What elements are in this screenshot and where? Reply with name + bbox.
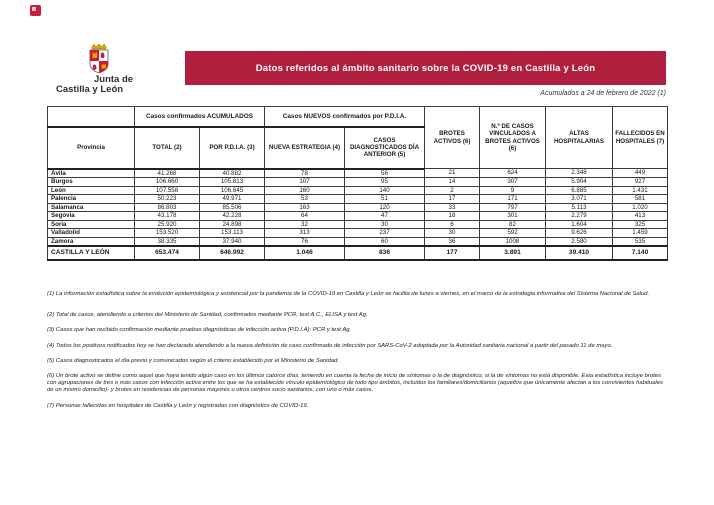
value-cell: 1.604	[546, 220, 613, 229]
value-cell: 64	[265, 212, 345, 221]
value-cell: 237	[345, 229, 425, 238]
totals-row	[48, 246, 668, 260]
table-row	[48, 169, 668, 178]
value-cell: 25.920	[135, 220, 200, 229]
value-cell: 33	[425, 203, 480, 212]
value-cell: 18	[425, 212, 480, 221]
value-cell: 836	[345, 246, 425, 260]
table-row	[48, 229, 668, 238]
value-cell: 7.140	[613, 246, 668, 260]
header-banner	[185, 51, 666, 85]
value-cell: 41.268	[135, 169, 200, 178]
value-cell: 82	[480, 220, 546, 229]
value-cell: 927	[613, 178, 668, 187]
value-cell: 163	[265, 203, 345, 212]
col-header-por-pdia: POR P.D.I.A. (3)	[200, 127, 265, 169]
value-cell: 39.410	[546, 246, 613, 260]
value-cell: 413	[613, 212, 668, 221]
footnote-1: (1) La información estadística sobre la evolución epidemiológica y asistencial por la pandemia de la COVID-19 en Castilla y León se facilita de lunes a viernes, en el marco de la estrategia informativa del Sistema Nacional de Salud.	[47, 291, 650, 297]
value-cell: 50.223	[135, 195, 200, 204]
value-cell: 107	[265, 178, 345, 187]
value-cell: 21	[425, 169, 480, 178]
footnote-5: (5) Casos diagnosticados el día previo y comunicados según el criterio establecido por el Ministerio de Sanidad.	[47, 357, 340, 364]
value-cell: 1008	[480, 237, 546, 246]
col-header-casos-vinculados: N.º DE CASOS VINCULADOS A BROTES ACTIVOS (6)	[480, 107, 546, 169]
logo-text-line2: Castilla y León	[56, 84, 124, 95]
value-cell: 153.113	[200, 229, 265, 238]
province-cell: Ávila	[48, 169, 135, 178]
value-cell: 53	[265, 195, 345, 204]
table-row	[48, 237, 668, 246]
value-cell: 9.626	[546, 229, 613, 238]
value-cell: 107.558	[135, 186, 200, 195]
province-cell: Burgos	[48, 178, 135, 187]
value-cell: 325	[613, 220, 668, 229]
value-cell: 5.113	[546, 203, 613, 212]
province-cell: Zamora	[48, 237, 135, 246]
value-cell: 2.279	[546, 212, 613, 221]
footnote-2: (2) Total de casos, atendiendo a criterios del Ministerio de Sanidad, confirmados mediante PCR, test A.C., ELISA y test Ag.	[47, 312, 368, 319]
group-header-acumulados: Casos confirmados ACUMULADOS	[135, 107, 265, 127]
value-cell: 301	[480, 212, 546, 221]
junta-castilla-leon-logo	[52, 42, 172, 95]
value-cell: 171	[480, 195, 546, 204]
coat-of-arms-icon	[84, 42, 114, 74]
value-cell: 86.803	[135, 203, 200, 212]
footnote-7: (7) Personas fallecidas en hospitales de Castilla y León y registradas con diagnóstico de COVID-19.	[47, 402, 309, 409]
province-cell: Salamanca	[48, 203, 135, 212]
value-cell: 140	[345, 186, 425, 195]
value-cell: 120	[345, 203, 425, 212]
totals-label-cell: CASTILLA Y LEÓN	[48, 246, 135, 260]
value-cell: 3.891	[480, 246, 546, 260]
value-cell: 2.580	[546, 237, 613, 246]
value-cell: 624	[480, 169, 546, 178]
province-cell: Valladolid	[48, 229, 135, 238]
value-cell: 535	[613, 237, 668, 246]
value-cell: 32	[265, 220, 345, 229]
footnote-4: (4) Todos los positivos notificados hoy se han declarado atendiendo a la nueva definición de caso confirmado de infección por SARS-CoV-2 adoptada por la Autoridad sanitaria nacional a partir del pasado 11 de mayo.	[47, 342, 613, 349]
value-cell: 9	[480, 186, 546, 195]
value-cell: 38.335	[135, 237, 200, 246]
value-cell: 313	[265, 229, 345, 238]
value-cell: 47	[345, 212, 425, 221]
value-cell: 177	[425, 246, 480, 260]
col-header-casos-diagnosticados: CASOS DIAGNOSTICADOS DÍA ANTERIOR (5)	[345, 127, 425, 169]
value-cell: 30	[345, 220, 425, 229]
value-cell: 449	[613, 169, 668, 178]
value-cell: 85.506	[200, 203, 265, 212]
value-cell: 36	[425, 237, 480, 246]
value-cell: 106.645	[200, 186, 265, 195]
footnotes-section	[47, 291, 667, 418]
logo-text-line1: Junta de	[94, 74, 134, 85]
table-row	[48, 212, 668, 221]
value-cell: 2.348	[546, 169, 613, 178]
footnote-6: (6) Un brote activo se define como aquel que haya tenido algún caso en los últimos catorce días, teniendo en cuenta la fecha de inicio de síntomas o la de diagnóstico, si la de síntomas no está disponible. Esta estadística incluye brotes con agrupaciones de tres o más casos con infección activa entre los que se ha establecido vínculo epidemiológico de todo tipo ámbitos, incluidos los familiares/domiciliarios (aquellos que únicamente afectan a los convivientes habituales de un mismo domicilio)- y brotes en residencias de personas mayores u otros centros socio sanitarios, con uno o más casos.	[47, 373, 663, 394]
value-cell: 6.885	[546, 186, 613, 195]
col-header-provincia: Provincia	[48, 127, 135, 169]
value-cell: 797	[480, 203, 546, 212]
col-header-brotes-activos: BROTES ACTIVOS (6)	[425, 107, 480, 169]
value-cell: 1.046	[265, 246, 345, 260]
province-cell: Soria	[48, 220, 135, 229]
banner-title: Datos referidos al ámbito sanitario sobre la COVID-19 en Castilla y León	[255, 62, 596, 74]
table-row	[48, 195, 668, 204]
value-cell: 160	[265, 186, 345, 195]
value-cell: 17	[425, 195, 480, 204]
value-cell: 153.520	[135, 229, 200, 238]
col-header-altas-hospitalarias: ALTAS HOSPITALARIAS	[546, 107, 613, 169]
table-row	[48, 178, 668, 187]
value-cell: 78	[265, 169, 345, 178]
col-header-total: TOTAL (2)	[135, 127, 200, 169]
value-cell: 76	[265, 237, 345, 246]
covid-data-table	[47, 106, 668, 261]
value-cell: 60	[345, 237, 425, 246]
value-cell: 592	[480, 229, 546, 238]
value-cell: 2	[425, 186, 480, 195]
value-cell: 43.178	[135, 212, 200, 221]
value-cell: 95	[345, 178, 425, 187]
table-row	[48, 186, 668, 195]
value-cell: 3.071	[546, 195, 613, 204]
value-cell: 1.459	[613, 229, 668, 238]
value-cell: 51	[345, 195, 425, 204]
value-cell: 30	[425, 229, 480, 238]
table-corner-spacer	[48, 107, 135, 127]
col-header-nueva-estrategia: NUEVA ESTRATEGIA (4)	[265, 127, 345, 169]
group-header-nuevos-pdia: Casos NUEVOS confirmados por P.D.I.A.	[265, 107, 425, 127]
value-cell: 56	[345, 169, 425, 178]
table-row	[48, 203, 668, 212]
province-cell: Palencia	[48, 195, 135, 204]
table-row	[48, 220, 668, 229]
value-cell: 14	[425, 178, 480, 187]
value-cell: 106.660	[135, 178, 200, 187]
value-cell: 24.898	[200, 220, 265, 229]
accumulated-date-note: Acumulados a 24 de febrero de 2022 (1)	[540, 90, 666, 97]
province-cell: León	[48, 186, 135, 195]
value-cell: 49.971	[200, 195, 265, 204]
value-cell: 40.882	[200, 169, 265, 178]
col-header-fallecidos: FALLECIDOS EN HOSPITALES (7)	[613, 107, 668, 169]
value-cell: 6	[425, 220, 480, 229]
footnote-3: (3) Casos que han recibido confirmación mediante pruebas diagnósticas de infección activa (P.D.I.A): PCR y test Ag.	[47, 327, 352, 334]
value-cell: 581	[613, 195, 668, 204]
value-cell: 653.474	[135, 246, 200, 260]
value-cell: 1.431	[613, 186, 668, 195]
value-cell: 1.020	[613, 203, 668, 212]
province-cell: Segovia	[48, 212, 135, 221]
value-cell: 5.904	[546, 178, 613, 187]
value-cell: 37.940	[200, 237, 265, 246]
value-cell: 646.992	[200, 246, 265, 260]
page-corner-mark	[30, 5, 41, 16]
value-cell: 42.228	[200, 212, 265, 221]
value-cell: 307	[480, 178, 546, 187]
value-cell: 105.813	[200, 178, 265, 187]
